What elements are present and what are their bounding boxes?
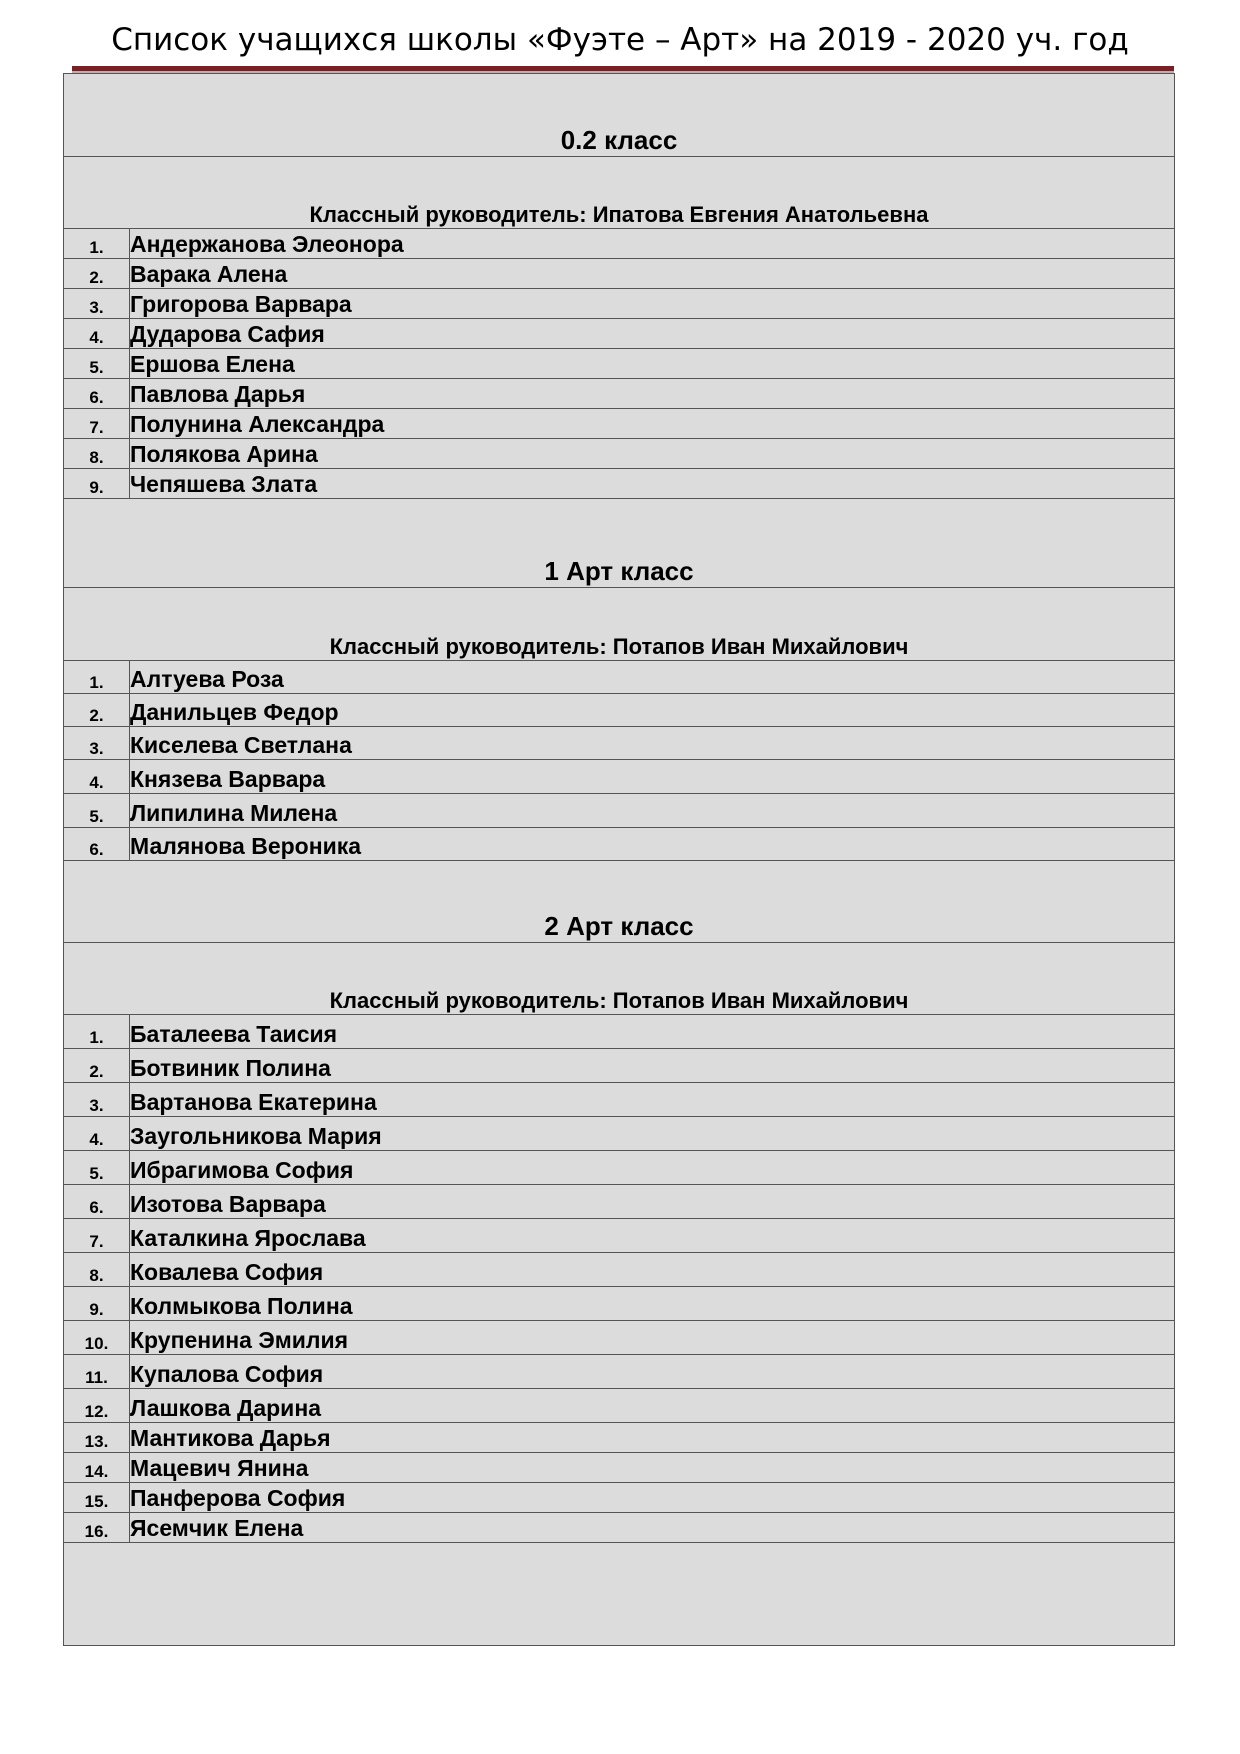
table-row [64,1219,1175,1253]
table-row [64,319,1175,349]
student-name: Мантикова Дарья [130,1423,1175,1453]
teacher-row [64,943,1175,1015]
student-name: Панферова София [130,1483,1175,1513]
row-number: 11. [64,1355,130,1389]
student-roster-table [63,73,1175,1646]
student-name: Ясемчик Елена [130,1513,1175,1543]
student-name: Ершова Елена [130,349,1175,379]
class-title: 0.2 класс [64,74,1175,157]
table-row [64,229,1175,259]
student-name: Данильцев Федор [130,694,1175,727]
student-name: Крупенина Эмилия [130,1321,1175,1355]
table-row [64,661,1175,694]
row-number: 15. [64,1483,130,1513]
row-number: 4. [64,1117,130,1151]
row-number: 4. [64,319,130,349]
table-row [64,1423,1175,1453]
class-title: 1 Арт класс [64,499,1175,588]
class-teacher: Классный руководитель: Ипатова Евгения Анатольевна [64,157,1175,229]
row-number: 3. [64,289,130,319]
row-number: 10. [64,1321,130,1355]
table-row [64,469,1175,499]
row-number: 2. [64,694,130,727]
table-row [64,1453,1175,1483]
row-number: 9. [64,469,130,499]
title-divider [72,66,1174,73]
page-title: Список учащихся школы «Фуэте – Арт» на 2019 - 2020 уч. год [111,22,1129,58]
row-number: 7. [64,1219,130,1253]
row-number: 5. [64,794,130,828]
row-number: 3. [64,1083,130,1117]
table-row [64,409,1175,439]
class-header-row [64,74,1175,157]
row-number: 2. [64,259,130,289]
row-number: 9. [64,1287,130,1321]
row-number: 2. [64,1049,130,1083]
row-number: 4. [64,760,130,794]
table-row [64,828,1175,861]
table-row [64,1287,1175,1321]
table-row [64,259,1175,289]
class-teacher: Классный руководитель: Потапов Иван Михайлович [64,943,1175,1015]
table-row [64,1049,1175,1083]
student-name: Андержанова Элеонора [130,229,1175,259]
table-row [64,727,1175,760]
student-name: Заугольникова Мария [130,1117,1175,1151]
table-row [64,1355,1175,1389]
table-row [64,694,1175,727]
table-row [64,760,1175,794]
row-number: 1. [64,229,130,259]
row-number: 13. [64,1423,130,1453]
student-name: Липилина Милена [130,794,1175,828]
row-number: 1. [64,1015,130,1049]
table-row [64,379,1175,409]
table-row [64,1253,1175,1287]
teacher-row [64,157,1175,229]
student-name: Изотова Варвара [130,1185,1175,1219]
student-name: Ботвиник Полина [130,1049,1175,1083]
table-row [64,794,1175,828]
student-name: Баталеева Таисия [130,1015,1175,1049]
table-row [64,439,1175,469]
row-number: 3. [64,727,130,760]
empty-row [64,1543,1175,1646]
table-row [64,1083,1175,1117]
row-number: 8. [64,1253,130,1287]
student-name: Киселева Светлана [130,727,1175,760]
table-row [64,1321,1175,1355]
table-row [64,1483,1175,1513]
table-row [64,1513,1175,1543]
class-teacher: Классный руководитель: Потапов Иван Михайлович [64,588,1175,661]
class-header-row [64,499,1175,588]
table-row [64,1117,1175,1151]
student-name: Мацевич Янина [130,1453,1175,1483]
student-name: Дударова Сафия [130,319,1175,349]
student-name: Полунина Александра [130,409,1175,439]
class-header-row [64,861,1175,943]
row-number: 12. [64,1389,130,1423]
row-number: 6. [64,828,130,861]
student-name: Ибрагимова София [130,1151,1175,1185]
row-number: 7. [64,409,130,439]
row-number: 6. [64,379,130,409]
student-name: Князева Варвара [130,760,1175,794]
student-name: Григорова Варвара [130,289,1175,319]
student-name: Вартанова Екатерина [130,1083,1175,1117]
row-number: 5. [64,1151,130,1185]
empty-cell [64,1543,1175,1646]
student-name: Купалова София [130,1355,1175,1389]
student-name: Варака Алена [130,259,1175,289]
row-number: 5. [64,349,130,379]
row-number: 16. [64,1513,130,1543]
class-title: 2 Арт класс [64,861,1175,943]
table-row [64,1015,1175,1049]
student-name: Павлова Дарья [130,379,1175,409]
student-name: Полякова Арина [130,439,1175,469]
student-name: Колмыкова Полина [130,1287,1175,1321]
student-name: Каталкина Ярослава [130,1219,1175,1253]
teacher-row [64,588,1175,661]
table-row [64,1185,1175,1219]
table-row [64,289,1175,319]
table-row [64,1151,1175,1185]
row-number: 6. [64,1185,130,1219]
student-name: Лашкова Дарина [130,1389,1175,1423]
row-number: 14. [64,1453,130,1483]
table-row [64,1389,1175,1423]
row-number: 1. [64,661,130,694]
table-row [64,349,1175,379]
student-name: Малянова Вероника [130,828,1175,861]
row-number: 8. [64,439,130,469]
student-name: Чепяшева Злата [130,469,1175,499]
student-name: Ковалева София [130,1253,1175,1287]
student-name: Алтуева Роза [130,661,1175,694]
